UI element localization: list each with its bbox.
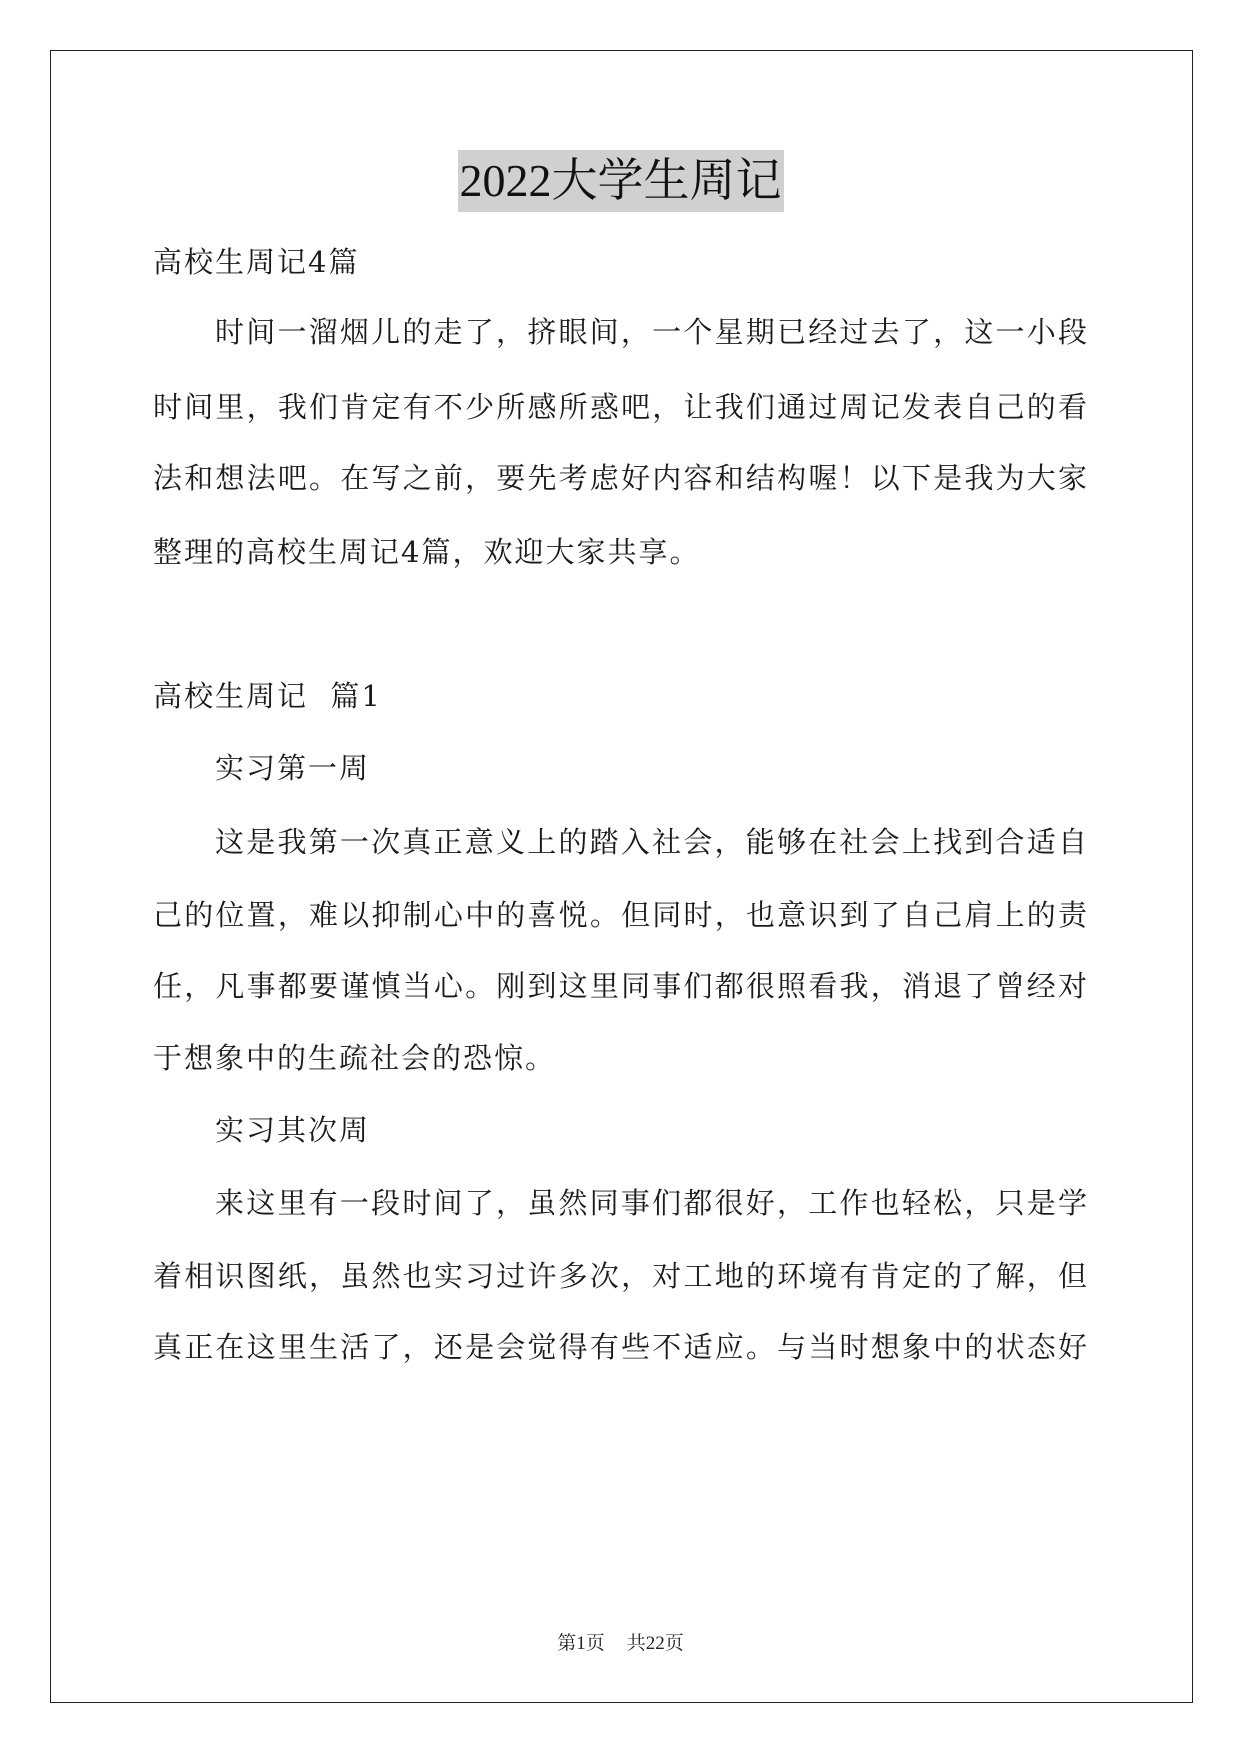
week2-line-1: 来这里有一段时间了，虽然同事们都很好，工作也轻松，只是学 [215,1186,1089,1220]
page-total: 共22页 [626,1633,684,1654]
page-footer [0,1628,1241,1655]
page-number: 第1页 [557,1633,605,1654]
week1-heading: 实习第一周 [215,751,371,785]
intro-line-4: 整理的高校生周记4篇，欢迎大家共享。 [153,535,701,569]
subtitle: 高校生周记4篇 [153,245,360,279]
week2-line-2: 着相识图纸，虽然也实习过许多次，对工地的环境有肯定的了解，但 [153,1259,1089,1293]
week1-line-3: 任，凡事都要谨慎当心。刚到这里同事们都很照看我，消退了曾经对 [153,969,1089,1003]
week2-heading: 实习其次周 [215,1113,371,1147]
page-border [50,50,1193,1703]
intro-line-3: 法和想法吧。在写之前，要先考虑好内容和结构喔！以下是我为大家 [153,461,1089,495]
week1-line-2: 己的位置，难以抑制心中的喜悦。但同时，也意识到了自己肩上的责 [153,898,1089,932]
section-heading: 高校生周记 篇1 [153,679,382,713]
intro-line-1: 时间一溜烟儿的走了，挤眼间，一个星期已经过去了，这一小段 [215,315,1089,349]
week1-line-1: 这是我第一次真正意义上的踏入社会，能够在社会上找到合适自 [215,825,1089,859]
title-container [0,150,1241,212]
week2-line-3: 真正在这里生活了，还是会觉得有些不适应。与当时想象中的状态好 [153,1330,1089,1364]
intro-line-2: 时间里，我们肯定有不少所感所惑吧，让我们通过周记发表自己的看 [153,390,1089,424]
week1-line-4: 于想象中的生疏社会的恐惊。 [153,1041,557,1075]
document-title: 2022大学生周记 [458,150,784,212]
